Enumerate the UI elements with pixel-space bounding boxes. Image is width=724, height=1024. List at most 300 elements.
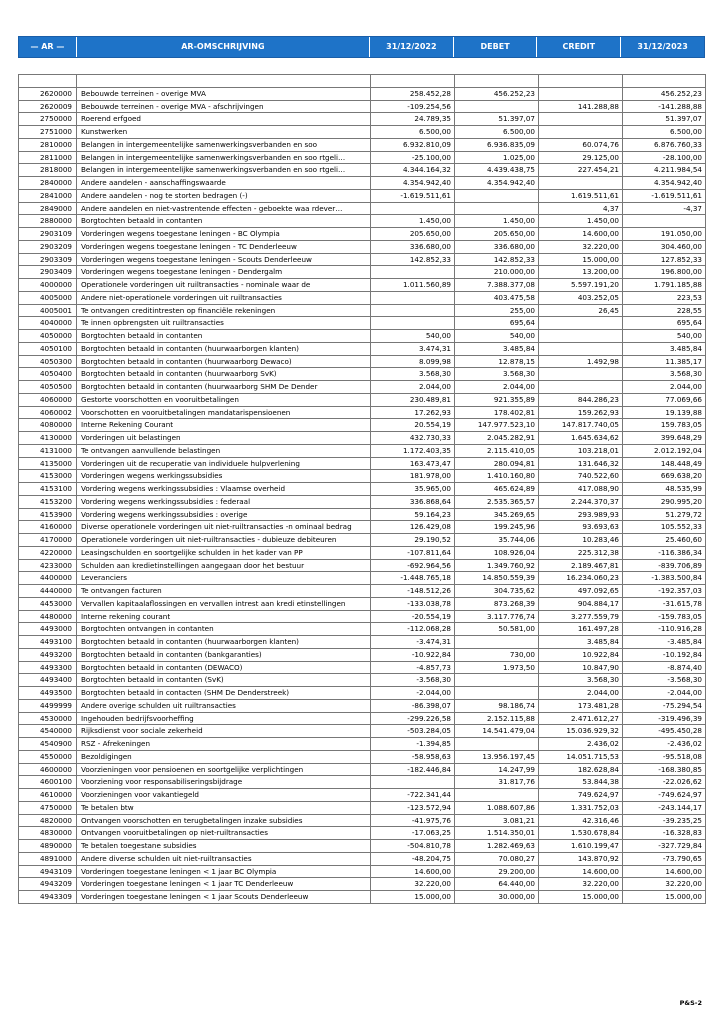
balance-2022-cell: -2.044,00 [371,687,455,700]
ar-code-cell: 2818000 [19,164,77,177]
page-label: P&S-2 [679,999,702,1007]
ar-code-cell: 4480000 [19,611,77,624]
balance-2022-cell: 20.554,19 [371,419,455,432]
debet-cell: 1.450,00 [455,215,539,228]
description-cell: Andere aandelen - aanschaffingswaarde [77,177,371,190]
credit-cell [539,317,623,330]
credit-cell: 844.286,23 [539,394,623,407]
ar-code-cell: 4943109 [19,866,77,879]
header-description: AR-OMSCHRIJVING [77,37,370,57]
credit-cell: 161.497,28 [539,623,623,636]
balance-2023-cell: 4.354.942,40 [623,177,706,190]
debet-cell: 3.081,21 [455,815,539,828]
balance-2022-cell: -17.063,25 [371,827,455,840]
balance-2023-cell: 51.279,72 [623,509,706,522]
table-row [19,164,706,177]
debet-cell: 2.045.282,91 [455,432,539,445]
ar-code-cell: 4540000 [19,725,77,738]
table-row [19,509,706,522]
ar-code-cell: 2811000 [19,152,77,165]
ar-code-cell: 4943309 [19,891,77,904]
debet-cell [455,789,539,802]
debet-cell: 304.735,62 [455,585,539,598]
credit-cell [539,330,623,343]
ar-code-cell: 4493300 [19,662,77,675]
credit-cell: 60.074,76 [539,139,623,152]
credit-cell: 26,45 [539,305,623,318]
ar-code-cell: 2620009 [19,101,77,114]
description-cell: Borgtochten betaald in contacten (SHM De Denderstreek) [77,687,371,700]
balance-2022-cell: -109.254,56 [371,101,455,114]
ar-code-cell: 4080000 [19,419,77,432]
balance-2022-cell: 4.354.942,40 [371,177,455,190]
table-row [19,840,706,853]
balance-2022-cell: 540,00 [371,330,455,343]
credit-cell: 417.088,90 [539,483,623,496]
credit-cell: 1.610.199,47 [539,840,623,853]
table-row [19,279,706,292]
ar-code-cell: 4820000 [19,815,77,828]
balance-2022-cell [371,292,455,305]
balance-2023-cell: 223,53 [623,292,706,305]
credit-cell [539,126,623,139]
debet-cell: 2.115.410,05 [455,445,539,458]
credit-cell: 53.844,38 [539,776,623,789]
balance-2023-cell: 456.252,23 [623,88,706,101]
balance-2023-cell: 127.852,33 [623,254,706,267]
ar-code-cell: 4153000 [19,470,77,483]
debet-cell: 147.977.523,10 [455,419,539,432]
table-row [19,815,706,828]
credit-cell: 182.628,84 [539,764,623,777]
table-row [19,75,706,88]
balance-2022-cell: 181.978,00 [371,470,455,483]
description-cell: Vorderingen wegens toegestane leningen - Scouts Denderleeuw [77,254,371,267]
balance-2023-cell: 669.638,20 [623,470,706,483]
ar-code-cell: 4160000 [19,521,77,534]
ar-code-cell: 4005001 [19,305,77,318]
debet-cell: 1.282.469,63 [455,840,539,853]
balance-2023-cell: 51.397,07 [623,113,706,126]
balance-2022-cell: -123.572,94 [371,802,455,815]
ar-code-cell: 2810000 [19,139,77,152]
debet-cell: 4.354.942,40 [455,177,539,190]
balance-2022-cell: 1.011.560,89 [371,279,455,292]
balance-2023-cell: -22.026,62 [623,776,706,789]
ar-code-cell: 4943209 [19,878,77,891]
table-row [19,203,706,216]
balance-2022-cell: 1.450,00 [371,215,455,228]
description-cell: Te ontvangen creditintresten op financiële rekeningen [77,305,371,318]
balance-2023-cell: 399.648,29 [623,432,706,445]
ar-code-cell: 4060000 [19,394,77,407]
balance-2022-cell: 14.600,00 [371,866,455,879]
ar-code-cell: 2750000 [19,113,77,126]
description-cell: Vorderingen toegestane leningen < 1 jaar TC Denderleeuw [77,878,371,891]
credit-cell: 1.645.634,62 [539,432,623,445]
ar-code-cell: 4830000 [19,827,77,840]
balance-2023-cell: -73.790,65 [623,853,706,866]
balance-2022-cell: -1.448.765,18 [371,572,455,585]
debet-cell [455,75,539,88]
balance-2023-cell: 6.500,00 [623,126,706,139]
balance-2023-cell: 540,00 [623,330,706,343]
ar-code-cell: 2840000 [19,177,77,190]
balance-2022-cell: 4.344.164,32 [371,164,455,177]
ar-code-cell: 4530000 [19,713,77,726]
balance-2022-cell: -148.512,26 [371,585,455,598]
ar-code-cell: 2903209 [19,241,77,254]
balance-2023-cell: 148.448,49 [623,458,706,471]
debet-cell: 873.268,39 [455,598,539,611]
ar-code-cell: 4440000 [19,585,77,598]
header-debet: DEBET [454,37,538,57]
balance-2022-cell: -112.068,28 [371,623,455,636]
balance-2023-cell: -141.288,88 [623,101,706,114]
balance-2023-cell: 11.385,17 [623,356,706,369]
table-row [19,317,706,330]
table-row [19,891,706,904]
balance-2022-cell: -133.038,78 [371,598,455,611]
balance-2022-cell: -182.446,84 [371,764,455,777]
balance-2023-cell: -243.144,17 [623,802,706,815]
credit-cell: 4,37 [539,203,623,216]
table-row [19,623,706,636]
balance-2023-cell: -4,37 [623,203,706,216]
table-row [19,776,706,789]
table-row [19,266,706,279]
debet-cell: 465.624,89 [455,483,539,496]
balance-2022-cell: 258.452,28 [371,88,455,101]
description-cell [77,75,371,88]
description-cell: Voorziening voor responsabiliseringsbijdrage [77,776,371,789]
description-cell: Operationele vorderingen uit niet-ruiltransacties - dubieuze debiteuren [77,534,371,547]
balance-2022-cell: -107.811,64 [371,547,455,560]
credit-cell: 15.000,00 [539,254,623,267]
description-cell: Borgtochten betaald in contanten [77,330,371,343]
credit-cell: 131.646,32 [539,458,623,471]
debet-cell: 108.926,04 [455,547,539,560]
balance-2023-cell: 2.012.192,04 [623,445,706,458]
description-cell: Borgtochten betaald in contanten (DEWACO) [77,662,371,675]
balance-2022-cell: -25.100,00 [371,152,455,165]
credit-cell: 1.492,98 [539,356,623,369]
balance-2022-cell: 29.190,52 [371,534,455,547]
debet-cell: 1.514.350,01 [455,827,539,840]
ar-code-cell: 4610000 [19,789,77,802]
balance-2023-cell: -110.916,28 [623,623,706,636]
credit-cell: 2.044,00 [539,687,623,700]
table-row [19,636,706,649]
credit-cell: 3.277.559,79 [539,611,623,624]
ar-code-cell: 4170000 [19,534,77,547]
debet-cell: 730,00 [455,649,539,662]
debet-cell: 51.397,07 [455,113,539,126]
debet-cell [455,101,539,114]
balance-2023-cell: -1.619.511,61 [623,190,706,203]
ar-code-cell: 4153900 [19,509,77,522]
debet-cell: 29.200,00 [455,866,539,879]
ar-code-cell: 4131000 [19,445,77,458]
debet-cell: 14.247,99 [455,764,539,777]
balance-2022-cell: 1.172.403,35 [371,445,455,458]
balance-2023-cell: 15.000,00 [623,891,706,904]
debet-cell: 35.744,06 [455,534,539,547]
credit-cell: 1.530.678,84 [539,827,623,840]
balance-2023-cell: -319.496,39 [623,713,706,726]
ar-code-cell: 4050400 [19,368,77,381]
description-cell: Operationele vorderingen uit ruiltransacties - nominale waar de [77,279,371,292]
debet-cell: 3.117.776,74 [455,611,539,624]
debet-cell: 6.936.835,09 [455,139,539,152]
table-row [19,534,706,547]
debet-cell: 64.440,00 [455,878,539,891]
description-cell: Vorderingen uit de recuperatie van individuele hulpverlening [77,458,371,471]
balance-2022-cell: -503.284,05 [371,725,455,738]
table-row [19,381,706,394]
balance-2023-cell: -16.328,83 [623,827,706,840]
description-cell: Te ontvangen facturen [77,585,371,598]
debet-cell: 6.500,00 [455,126,539,139]
description-cell: RSZ - Afrekeningen [77,738,371,751]
description-cell: Te ontvangen aanvullende belastingen [77,445,371,458]
header-ar: — AR — [19,37,77,57]
ar-code-cell: 4493500 [19,687,77,700]
table-row [19,802,706,815]
balance-2023-cell: -159.783,05 [623,611,706,624]
description-cell: Borgtochten betaald in contanten (bankgaranties) [77,649,371,662]
balance-2022-cell: -58.958,63 [371,751,455,764]
table-row [19,139,706,152]
table-row [19,764,706,777]
debet-cell: 12.878,15 [455,356,539,369]
debet-cell: 50.581,00 [455,623,539,636]
balance-2023-cell: 2.044,00 [623,381,706,394]
header-balance-2022: 31/12/2022 [370,37,454,57]
debet-cell: 210.000,00 [455,266,539,279]
credit-cell: 141.288,88 [539,101,623,114]
balance-2023-cell: -75.294,54 [623,700,706,713]
table-row [19,215,706,228]
description-cell: Leveranciers [77,572,371,585]
table-row [19,789,706,802]
debet-cell: 2.044,00 [455,381,539,394]
ar-code-cell: 4135000 [19,458,77,471]
description-cell: Borgtochten betaald in contanten (huurwaarborg SHM De Dender [77,381,371,394]
ar-code-cell: 4890000 [19,840,77,853]
debet-cell: 2.535.365,57 [455,496,539,509]
table-row [19,241,706,254]
ar-code-cell: 4050500 [19,381,77,394]
debet-cell: 199.245,96 [455,521,539,534]
credit-cell: 147.817.740,05 [539,419,623,432]
credit-cell: 143.870,92 [539,853,623,866]
credit-cell [539,177,623,190]
debet-cell [455,674,539,687]
ar-code-cell: 2903409 [19,266,77,279]
balance-2022-cell: 17.262,93 [371,407,455,420]
table-row [19,496,706,509]
table-row [19,458,706,471]
debet-cell: 1.349.760,92 [455,560,539,573]
balance-2023-cell: -192.357,03 [623,585,706,598]
credit-cell [539,381,623,394]
table-row [19,547,706,560]
table-row [19,419,706,432]
header-credit: CREDIT [537,37,621,57]
balance-2022-cell [371,266,455,279]
description-cell: Borgtochten betaald in contanten (huurwaarborg Dewaco) [77,356,371,369]
debet-cell [455,203,539,216]
balance-2023-cell: -10.192,84 [623,649,706,662]
balance-2023-cell: -3.485,84 [623,636,706,649]
ar-code-cell: 4493200 [19,649,77,662]
balance-2022-cell: 32.220,00 [371,878,455,891]
balance-2023-cell: 14.600,00 [623,866,706,879]
debet-cell: 3.485,84 [455,343,539,356]
debet-cell: 1.088.607,86 [455,802,539,815]
ar-code-cell: 4050000 [19,330,77,343]
credit-cell: 93.693,63 [539,521,623,534]
ar-code-cell: 2620000 [19,88,77,101]
ar-code-cell: 4153200 [19,496,77,509]
balance-2022-cell: 2.044,00 [371,381,455,394]
description-cell: Vorderingen wegens toegestane leningen - Dendergalm [77,266,371,279]
table-row [19,598,706,611]
debet-cell [455,636,539,649]
balance-2023-cell: 1.791.185,88 [623,279,706,292]
table-row [19,827,706,840]
balance-2022-cell: -41.975,76 [371,815,455,828]
debet-cell [455,738,539,751]
description-cell: Leasingschulden en soortgelijke schulden in het kader van PP [77,547,371,560]
balance-2022-cell [371,305,455,318]
credit-cell: 2.244.370,37 [539,496,623,509]
balance-2022-cell: -3.474,31 [371,636,455,649]
credit-cell: 3.485,84 [539,636,623,649]
table-row [19,751,706,764]
balance-2022-cell: -20.554,19 [371,611,455,624]
description-cell: Vervallen kapitaalaflossingen en vervallen intrest aan kredi etinstellingen [77,598,371,611]
ar-code-cell: 4550000 [19,751,77,764]
credit-cell [539,113,623,126]
description-cell: Vorderingen toegestane leningen < 1 jaar Scouts Denderleeuw [77,891,371,904]
ar-code-cell: 4040000 [19,317,77,330]
description-cell: Te betalen btw [77,802,371,815]
credit-cell: 42.316,46 [539,815,623,828]
balance-2023-cell: 3.485,84 [623,343,706,356]
debet-cell: 30.000,00 [455,891,539,904]
description-cell: Te innen opbrengsten uit ruiltransacties [77,317,371,330]
table-row [19,725,706,738]
balance-2022-cell: -299.226,58 [371,713,455,726]
credit-cell: 16.234.060,23 [539,572,623,585]
table-row [19,356,706,369]
description-cell: Belangen in intergemeentelijke samenwerkingsverbanden en soo [77,139,371,152]
table-row [19,878,706,891]
table-header [18,36,705,58]
credit-cell: 14.600,00 [539,228,623,241]
description-cell: Borgtochten betaald in contanten (huurwaarborgen klanten) [77,343,371,356]
ar-code-cell: 4050100 [19,343,77,356]
table-row [19,190,706,203]
credit-cell: 15.000,00 [539,891,623,904]
ar-code-cell: 4153100 [19,483,77,496]
balance-2023-cell: -39.235,25 [623,815,706,828]
balance-2023-cell: -168.380,85 [623,764,706,777]
balance-2022-cell: 336.680,00 [371,241,455,254]
description-cell: Borgtochten betaald in contanten (SvK) [77,674,371,687]
credit-cell: 2.436,02 [539,738,623,751]
debet-cell: 403.475,58 [455,292,539,305]
table-row [19,407,706,420]
balance-2022-cell: 126.429,08 [371,521,455,534]
ar-code-cell: 4600000 [19,764,77,777]
debet-cell: 1.410.160,80 [455,470,539,483]
credit-cell: 13.200,00 [539,266,623,279]
balance-2023-cell: 6.876.760,33 [623,139,706,152]
balance-2023-cell: 19.139,88 [623,407,706,420]
balance-2023-cell: 3.568,30 [623,368,706,381]
balance-2023-cell: -31.615,78 [623,598,706,611]
table-row [19,126,706,139]
description-cell: Ontvangen voorschotten en terugbetalingen inzake subsidies [77,815,371,828]
credit-cell: 293.989,93 [539,509,623,522]
ar-code-cell: 4493100 [19,636,77,649]
credit-cell: 159.262,93 [539,407,623,420]
credit-cell: 14.051.715,53 [539,751,623,764]
balance-2023-cell: 196.800,00 [623,266,706,279]
table-row [19,662,706,675]
description-cell: Belangen in intergemeentelijke samenwerkingsverbanden en soo rtgeli… [77,164,371,177]
description-cell: Vorderingen wegens werkingssubsidies [77,470,371,483]
table-row [19,560,706,573]
ar-code-cell: 2841000 [19,190,77,203]
balance-2022-cell: 163.473,47 [371,458,455,471]
credit-cell: 225.312,38 [539,547,623,560]
table-row [19,445,706,458]
debet-cell: 178.402,81 [455,407,539,420]
table-row [19,177,706,190]
description-cell: Vorderingen wegens toegestane leningen - BC Olympia [77,228,371,241]
balance-2023-cell: -495.450,28 [623,725,706,738]
table-row [19,611,706,624]
table-row [19,713,706,726]
description-cell: Voorzieningen voor pensioenen en soortgelijke verplichtingen [77,764,371,777]
credit-cell: 403.252,05 [539,292,623,305]
description-cell: Andere overige schulden uit ruiltransacties [77,700,371,713]
ar-code-cell: 4750000 [19,802,77,815]
description-cell: Gestorte voorschotten en vooruitbetalingen [77,394,371,407]
description-cell: Andere niet-operationele vorderingen uit ruiltransacties [77,292,371,305]
table-row [19,700,706,713]
balance-2023-cell: -2.436,02 [623,738,706,751]
debet-cell: 280.094,81 [455,458,539,471]
table-row [19,343,706,356]
balance-2022-cell: 35.965,00 [371,483,455,496]
description-cell: Ontvangen vooruitbetalingen op niet-ruiltransacties [77,827,371,840]
balance-2022-cell: 8.099,98 [371,356,455,369]
description-cell: Belangen in intergemeentelijke samenwerkingsverbanden en soo rtgeli… [77,152,371,165]
description-cell: Andere aandelen en niet-vastrentende effecten - geboekte waa rdever… [77,203,371,216]
table-row [19,368,706,381]
balance-2023-cell: -116.386,34 [623,547,706,560]
balance-2022-cell [371,203,455,216]
balance-2023-cell [623,75,706,88]
table-row [19,88,706,101]
description-cell: Interne rekening courant [77,611,371,624]
table-row [19,483,706,496]
